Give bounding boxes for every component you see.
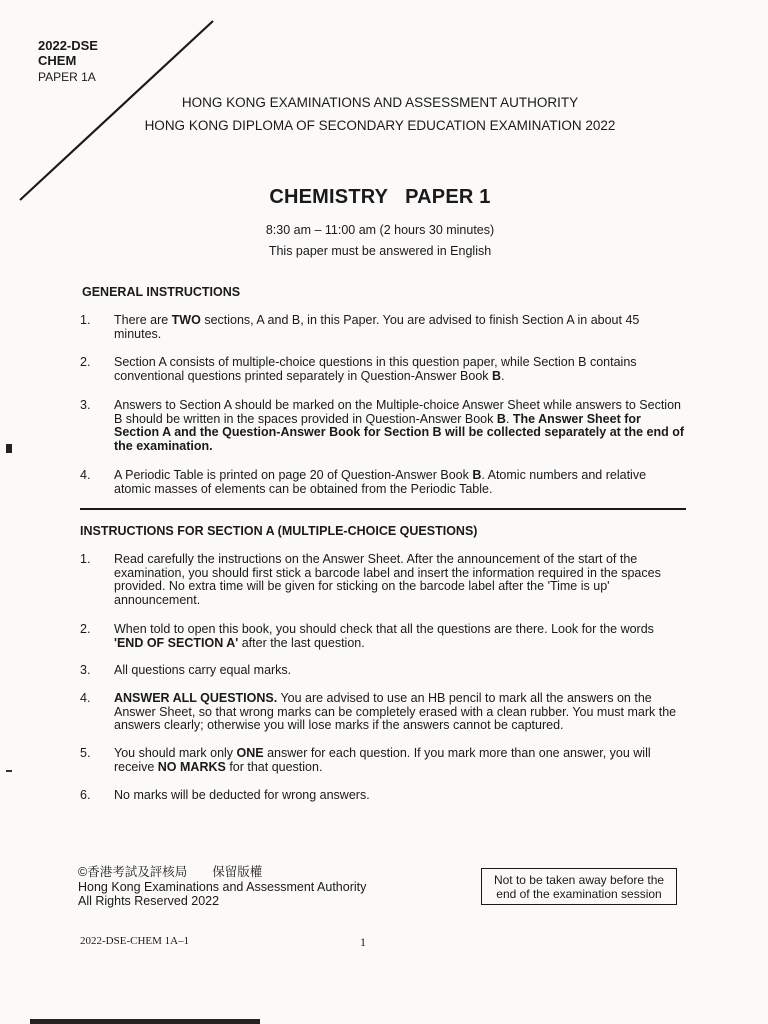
item-text: Section A consists of multiple-choice questions in this question paper, while Section B contains conventional questions printed separately in Question-Answer Book B. (114, 355, 637, 383)
section-a-heading: INSTRUCTIONS FOR SECTION A (MULTIPLE-CHOICE QUESTIONS) (80, 524, 478, 538)
authority-line-2: HONG KONG DIPLOMA OF SECONDARY EDUCATION EXAMINATION 2022 (144, 118, 616, 133)
notice-box (481, 868, 677, 905)
paper-title: CHEMISTRY PAPER 1 (269, 186, 491, 208)
copyright-org: Hong Kong Examinations and Assessment Authority (78, 879, 367, 894)
section-divider (80, 508, 686, 510)
notice-line-1: Not to be taken away before the (493, 873, 665, 887)
page-number: 1 (360, 935, 366, 949)
item-number: 2. (80, 622, 91, 636)
item-number: 1. (80, 313, 91, 327)
scan-margin-dash (6, 770, 12, 772)
scan-bottom-edge (30, 1019, 260, 1024)
copyright-block (78, 865, 366, 909)
copyright-rights: All Rights Reserved 2022 (78, 894, 220, 908)
scan-margin-mark (6, 444, 12, 453)
subject-code: CHEM (38, 53, 77, 68)
item-text: When told to open this book, you should check that all the questions are there. Look for the words 'END OF SECTION A' after the last question. (114, 622, 654, 650)
item-text: All questions carry equal marks. (114, 663, 292, 677)
item-text: You should mark only ONE answer for each question. If you mark more than one answer, you will receive NO MARKS for that question. (114, 746, 651, 774)
item-text: Answers to Section A should be marked on the Multiple-choice Answer Sheet while answers to Section B should be written in the spaces provided in Question-Answer Book B. The Answer Sheet for Section A and the Question-Answer Book for Section B will be collected separately at the end of the examination. (114, 398, 685, 453)
item-number: 3. (80, 398, 91, 412)
copyright-chinese: ©香港考試及評核局 保留版權 (78, 865, 263, 879)
item-text: A Periodic Table is printed on page 20 of Question-Answer Book B. Atomic numbers and relative atomic masses of elements can be obtained from the Periodic Table. (114, 468, 647, 496)
item-text: ANSWER ALL QUESTIONS. You are advised to use an HB pencil to mark all the answers on the Answer Sheet, so that wrong marks can be completely erased with a clean rubber. You must mark the answers clearly; otherwise you will lose marks if the answers cannot be captured. (114, 691, 677, 732)
footer-paper-code: 2022-DSE-CHEM 1A–1 (80, 935, 190, 947)
notice-line-2: end of the examination session (496, 887, 662, 901)
paper-code: PAPER 1A (38, 70, 96, 84)
item-number: 4. (80, 468, 91, 482)
item-text: Read carefully the instructions on the Answer Sheet. After the announcement of the start of the examination, you should first stick a barcode label and insert the information required in the spaces provided. No extra time will be given for sticking on the barcode label after the 'Time is up' announcement. (114, 552, 661, 607)
paper-code-block (38, 38, 98, 85)
exam-time: 8:30 am – 11:00 am (2 hours 30 minutes) (265, 223, 495, 237)
item-number: 2. (80, 355, 91, 369)
item-number: 5. (80, 746, 91, 760)
item-text: There are TWO sections, A and B, in this Paper. You are advised to finish Section A in about 45 minutes. (114, 313, 640, 341)
authority-line-1: HONG KONG EXAMINATIONS AND ASSESSMENT AUTHORITY (181, 95, 579, 110)
item-text: No marks will be deducted for wrong answers. (114, 788, 370, 802)
item-number: 3. (80, 663, 91, 677)
language-note: This paper must be answered in English (268, 244, 492, 258)
item-number: 1. (80, 552, 91, 566)
item-number: 6. (80, 788, 91, 802)
item-number: 4. (80, 691, 91, 705)
exam-code: 2022-DSE (38, 38, 98, 53)
general-instructions-heading: GENERAL INSTRUCTIONS (82, 285, 241, 299)
